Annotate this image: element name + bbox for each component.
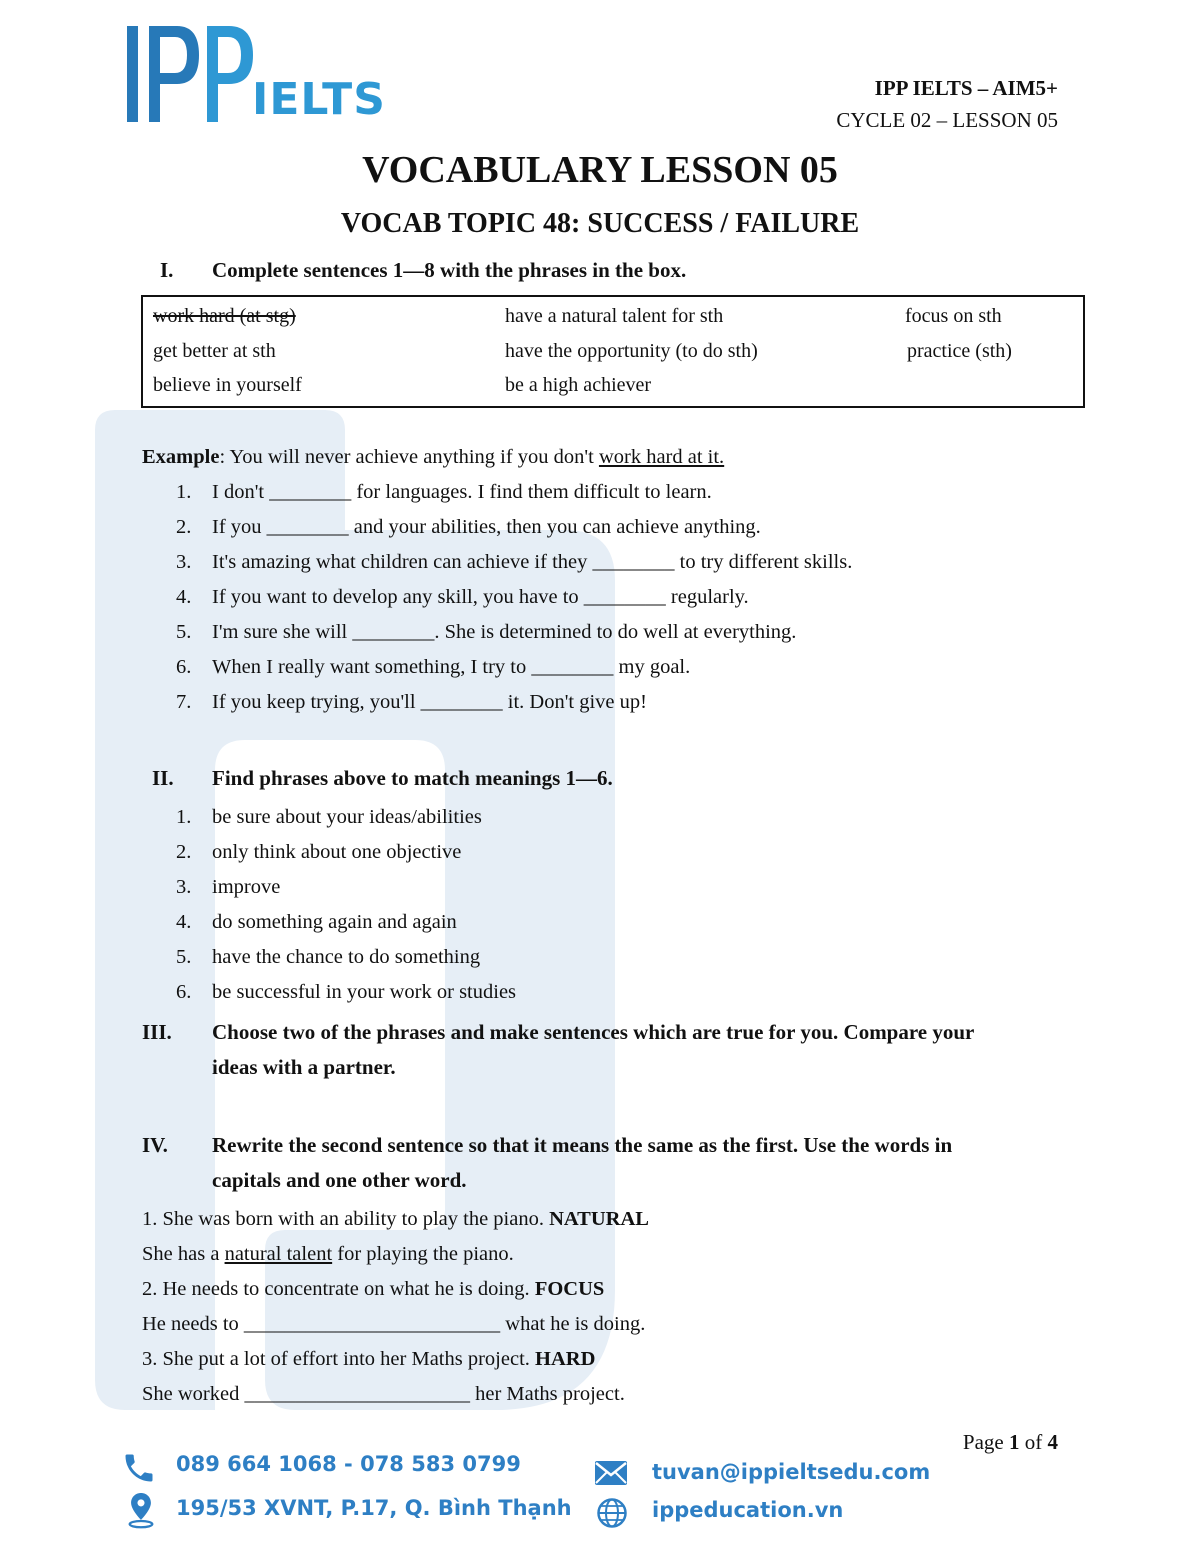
- phrase-cell: get better at sth: [153, 340, 276, 362]
- footer-address: 195/53 XVNT, P.17, Q. Bình Thạnh: [176, 1496, 572, 1520]
- list-item-number: 5.: [176, 621, 192, 643]
- lesson-code: CYCLE 02 – LESSON 05: [836, 108, 1058, 132]
- list-item: do something again and again: [212, 911, 457, 933]
- list-item: If you keep trying, you'll ________ it. Don't give up!: [212, 691, 647, 713]
- question-keyword: HARD: [535, 1348, 596, 1370]
- list-item-number: 7.: [176, 691, 192, 713]
- section-4-number: IV.: [142, 1133, 168, 1157]
- list-item-number: 2.: [176, 516, 192, 538]
- section-3-number: III.: [142, 1020, 172, 1044]
- phrase-box: [141, 295, 1085, 408]
- section-1-heading: Complete sentences 1—8 with the phrases in the box.: [212, 258, 687, 282]
- page-number: Page 1 of 4: [962, 1430, 1058, 1454]
- example-line: [142, 446, 724, 469]
- rewrite-answer-1: [142, 1243, 514, 1266]
- page-title: VOCABULARY LESSON 05: [362, 149, 838, 191]
- list-item-number: 5.: [176, 946, 192, 968]
- list-item: have the chance to do something: [212, 946, 481, 968]
- answer-filled: natural talent: [224, 1243, 333, 1265]
- list-item: It's amazing what children can achieve if they ________ to try different skills.: [212, 551, 853, 573]
- section-3-heading-line1: Choose two of the phrases and make sentences which are true for you. Compare your: [212, 1020, 975, 1044]
- list-item-number: 1.: [176, 806, 192, 828]
- list-item-number: 2.: [176, 841, 192, 863]
- section-2-heading: Find phrases above to match meanings 1—6.: [212, 766, 613, 790]
- list-item: I'm sure she will ________. She is determined to do well at everything.: [212, 621, 797, 643]
- answer-post: for playing the piano.: [332, 1243, 514, 1265]
- list-item: be sure about your ideas/abilities: [212, 806, 482, 828]
- rewrite-answer-2: He needs to _________________________ what he is doing.: [142, 1313, 646, 1335]
- list-item-number: 6.: [176, 656, 192, 678]
- example-label: Example: [142, 446, 220, 468]
- phrase-cell: believe in yourself: [153, 374, 302, 396]
- question-keyword: FOCUS: [534, 1278, 605, 1300]
- phrase-cell: focus on sth: [905, 305, 1002, 327]
- question-text: 2. He needs to concentrate on what he is doing.: [142, 1278, 535, 1300]
- list-item-number: 3.: [176, 551, 192, 573]
- list-item: improve: [212, 876, 281, 898]
- list-item-number: 3.: [176, 876, 192, 898]
- list-item-number: 4.: [176, 911, 192, 933]
- phrase-cell: practice (sth): [907, 340, 1012, 362]
- example-text: : You will never achieve anything if you don't: [219, 446, 599, 468]
- list-item: If you want to develop any skill, you have to ________ regularly.: [212, 586, 749, 608]
- example-answer: work hard at it.: [598, 446, 725, 468]
- list-item: be successful in your work or studies: [212, 981, 517, 1003]
- course-label: IPP IELTS – AIM5+: [874, 76, 1058, 100]
- rewrite-question-3: [142, 1348, 595, 1371]
- section-1-number: I.: [160, 258, 174, 282]
- phrase-cell: have the opportunity (to do sth): [505, 340, 758, 362]
- footer-email[interactable]: tuvan@ippieltsedu.com: [652, 1460, 931, 1484]
- phrase-cell: be a high achiever: [505, 374, 652, 396]
- section-3-heading-line2: ideas with a partner.: [212, 1055, 396, 1079]
- question-text: 3. She put a lot of effort into her Maths project.: [142, 1348, 536, 1370]
- question-keyword: NATURAL: [549, 1208, 649, 1230]
- section-4-heading-line2: capitals and one other word.: [212, 1168, 467, 1192]
- list-item-number: 4.: [176, 586, 192, 608]
- page-subtitle: VOCAB TOPIC 48: SUCCESS / FAILURE: [340, 208, 860, 239]
- section-4-heading-line1: Rewrite the second sentence so that it means the same as the first. Use the words in: [212, 1133, 953, 1157]
- mail-icon: [594, 1460, 628, 1486]
- list-item-number: 6.: [176, 981, 192, 1003]
- phrase-cell: work hard (at stg): [153, 305, 296, 327]
- logo-text: IELTS: [252, 74, 386, 125]
- phone-icon: [120, 1450, 158, 1486]
- section-2-number: II.: [152, 766, 174, 790]
- list-item: I don't ________ for languages. I find them difficult to learn.: [212, 481, 712, 503]
- list-item-number: 1.: [176, 481, 192, 503]
- location-icon: [124, 1490, 158, 1530]
- list-item: If you ________ and your abilities, then you can achieve anything.: [212, 516, 761, 538]
- rewrite-question-2: [142, 1278, 604, 1301]
- list-item: only think about one objective: [212, 841, 462, 863]
- footer-website[interactable]: ippeducation.vn: [652, 1498, 844, 1522]
- list-item: When I really want something, I try to ________ my goal.: [212, 656, 691, 678]
- phrase-cell: have a natural talent for sth: [505, 305, 724, 327]
- question-text: 1. She was born with an ability to play the piano.: [142, 1208, 550, 1230]
- footer-phone[interactable]: 089 664 1068 - 078 583 0799: [176, 1452, 521, 1476]
- globe-icon: [596, 1497, 628, 1529]
- answer-pre: She has a: [142, 1243, 225, 1265]
- rewrite-answer-3: She worked ______________________ her Maths project.: [142, 1383, 625, 1405]
- rewrite-question-1: [142, 1208, 649, 1231]
